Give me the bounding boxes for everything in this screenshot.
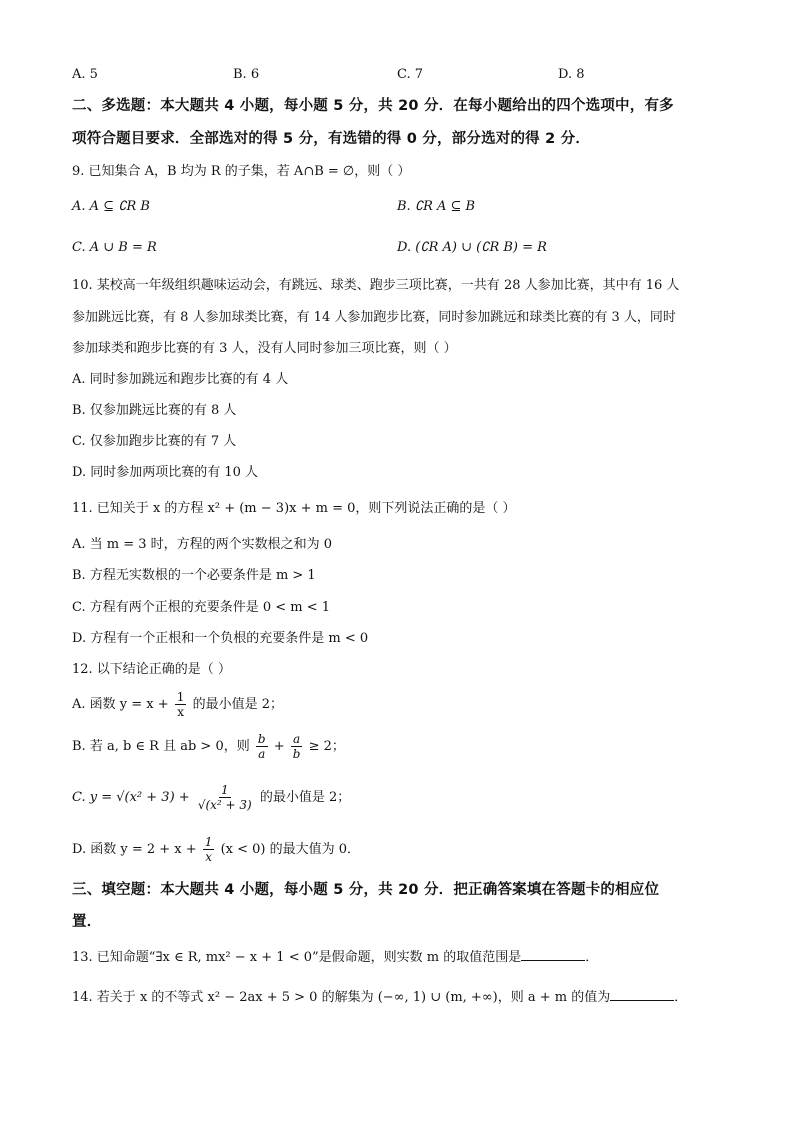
fraction-numerator: 1 bbox=[220, 783, 229, 797]
q12-b-fraction-2 bbox=[291, 732, 303, 761]
q8-option-c: C. 7 bbox=[397, 67, 424, 82]
q11-option-b: B. 方程无实数根的一个必要条件是 m > 1 bbox=[72, 568, 316, 583]
q8-option-a: A. 5 bbox=[72, 67, 98, 82]
fraction-numerator: 1 bbox=[176, 690, 185, 704]
fraction-denominator: a bbox=[258, 747, 266, 761]
q14-end: ． bbox=[674, 990, 688, 1005]
q10-option-c: C. 仅参加跑步比赛的有 7 人 bbox=[72, 434, 237, 449]
q12-a-fraction bbox=[175, 690, 187, 719]
q12-option-d bbox=[72, 833, 360, 867]
q9-option-d: D. (∁R A) ∪ (∁R B) = R bbox=[397, 240, 547, 255]
q10-stem-line1: 10. 某校高一年级组织趣味运动会，有跳远、球类、跑步三项比赛，一共有 28 人参加比赛，其中有 16 人 bbox=[72, 278, 680, 293]
q12-c-suffix: 的最小值是 2； bbox=[259, 790, 351, 805]
q12-c-fraction bbox=[196, 783, 254, 812]
answer-blank bbox=[521, 948, 585, 961]
section3-heading-line1: 三、填空题：本大题共 4 小题，每小题 5 分，共 20 分．把正确答案填在答题卡的相应位 bbox=[72, 882, 660, 898]
plus-sign: + bbox=[273, 739, 285, 754]
q12-c-prefix: C. y = √(x² + 3) + bbox=[72, 790, 190, 805]
q14-text: 14. 若关于 x 的不等式 x² − 2ax + 5 > 0 的解集为 (−∞, 1) ∪ (m, +∞)，则 a + m 的值为 bbox=[72, 990, 611, 1005]
q12-b-prefix: B. 若 a, b ∈ R 且 ab > 0，则 bbox=[72, 739, 250, 754]
q12-b-suffix: ≥ 2； bbox=[308, 739, 345, 754]
q13-end: ． bbox=[585, 950, 599, 965]
answer-blank bbox=[610, 988, 674, 1001]
q13 bbox=[72, 948, 598, 967]
q12-option-c bbox=[72, 780, 350, 816]
fraction-denominator: √(x² + 3) bbox=[197, 798, 252, 812]
q12-option-a bbox=[72, 688, 283, 722]
fraction-numerator: b bbox=[257, 732, 266, 746]
q12-a-suffix: 的最小值是 2； bbox=[192, 697, 283, 712]
fraction-numerator: a bbox=[293, 732, 301, 746]
q9-option-a: A. A ⊆ ∁R B bbox=[72, 199, 150, 214]
q12-stem: 12. 以下结论正确的是（ ） bbox=[72, 662, 231, 677]
q10-option-a: A. 同时参加跳远和跑步比赛的有 4 人 bbox=[72, 372, 289, 387]
fraction-denominator: x bbox=[205, 850, 212, 864]
q12-d-prefix: D. 函数 y = 2 + x + bbox=[72, 842, 197, 857]
q14 bbox=[72, 988, 687, 1007]
q8-option-d: D. 8 bbox=[558, 67, 585, 82]
q12-b-fraction-1 bbox=[256, 732, 268, 761]
section3-heading-line2: 置． bbox=[72, 914, 102, 930]
q11-option-d: D. 方程有一个正根和一个负根的充要条件是 m < 0 bbox=[72, 631, 369, 646]
q12-a-prefix: A. 函数 y = x + bbox=[72, 697, 169, 712]
q9-option-b: B. ∁R A ⊆ B bbox=[397, 199, 476, 214]
q11-stem: 11. 已知关于 x 的方程 x² + (m − 3)x + m = 0，则下列说法正确的是（ ） bbox=[72, 501, 516, 516]
q13-text: 13. 已知命题“∃x ∈ R, mx² − x + 1 < 0”是假命题，则实数 m 的取值范围是 bbox=[72, 950, 522, 965]
section2-heading-line2: 项符合题目要求．全部选对的得 5 分，有选错的得 0 分，部分选对的得 2 分． bbox=[72, 131, 591, 147]
q8-option-b: B. 6 bbox=[233, 67, 260, 82]
fraction-numerator: 1 bbox=[204, 835, 213, 849]
q10-stem-line3: 参加球类和跑步比赛的有 3 人，没有人同时参加三项比赛，则（ ） bbox=[72, 341, 457, 356]
q12-d-fraction bbox=[203, 835, 215, 864]
q10-option-d: D. 同时参加两项比赛的有 10 人 bbox=[72, 465, 259, 480]
fraction-denominator: b bbox=[292, 747, 301, 761]
q9-stem: 9. 已知集合 A，B 均为 R 的子集，若 A∩B = ∅，则（ ） bbox=[72, 164, 411, 179]
section2-heading-line1: 二、多选题：本大题共 4 小题，每小题 5 分，共 20 分．在每小题给出的四个选项中，有多 bbox=[72, 98, 674, 114]
q10-stem-line2: 参加跳远比赛，有 8 人参加球类比赛，有 14 人参加跑步比赛，同时参加跳远和球类比赛的有 3 人，同时 bbox=[72, 310, 676, 325]
q11-option-c: C. 方程有两个正根的充要条件是 0 < m < 1 bbox=[72, 600, 331, 615]
q12-d-suffix: (x < 0) 的最大值为 0． bbox=[220, 842, 361, 857]
q12-option-b bbox=[72, 730, 345, 764]
q10-option-b: B. 仅参加跳远比赛的有 8 人 bbox=[72, 403, 237, 418]
q11-option-a: A. 当 m = 3 时，方程的两个实数根之和为 0 bbox=[72, 537, 333, 552]
q9-option-c: C. A ∪ B = R bbox=[72, 240, 157, 255]
fraction-denominator: x bbox=[177, 705, 184, 719]
